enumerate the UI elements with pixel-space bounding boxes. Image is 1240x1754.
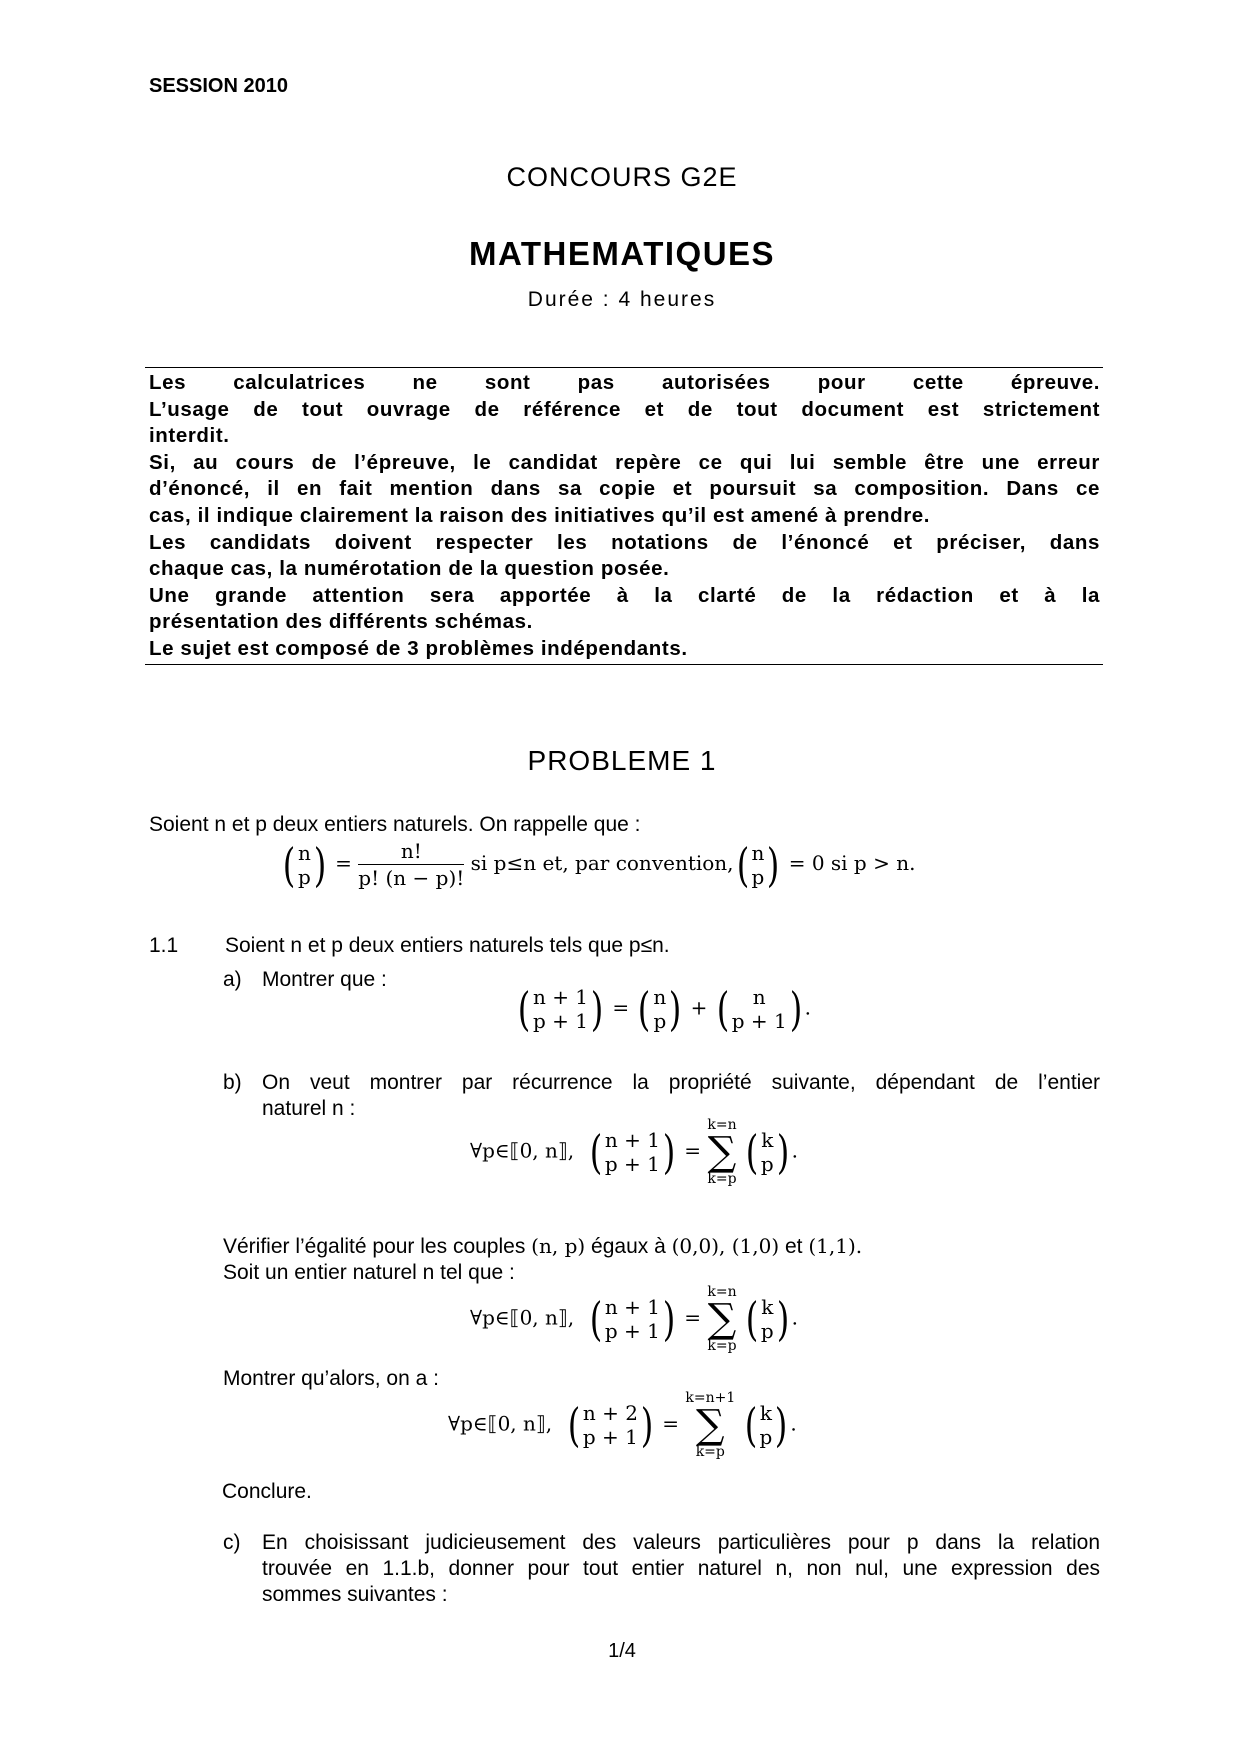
rule-line: interdit. xyxy=(149,424,230,448)
rule-line: Si, au cours de l’épreuve, le candidat repère ce qui lui semble être une erreur xyxy=(149,450,1100,474)
show-then-text: Montrer qu’alors, on a : xyxy=(223,1367,439,1390)
question-number-1-1: 1.1 xyxy=(149,934,179,957)
part-a-label: a) xyxy=(223,968,242,991)
rule-line: d’énoncé, il en fait mention dans sa copie et poursuit sa composition. Dans ce xyxy=(149,477,1100,501)
concours-title: CONCOURS G2E xyxy=(506,162,738,192)
verify-instruction: Vérifier l’égalité pour les couples (n, p) égaux à (0,0), (1,0) et (1,1). xyxy=(223,1234,863,1258)
binomial-n-p: ( n p) xyxy=(282,837,327,892)
binomial-term: ( n + 2 p + 1) xyxy=(567,1398,654,1452)
conclude-text: Conclure. xyxy=(222,1480,312,1503)
summation: k=n+1 ∑ k=p xyxy=(685,1390,736,1460)
page-number: 1/4 xyxy=(608,1640,636,1662)
rules-top-divider xyxy=(145,367,1103,368)
binomial-term: ( n + 1 p + 1) xyxy=(589,1292,676,1346)
hypothesis-intro: Soit un entier naturel n tel que : xyxy=(223,1261,515,1284)
rule-line: L’usage de tout ouvrage de référence et de tout document est strictement xyxy=(149,397,1100,421)
question-1-1-text: Soient n et p deux entiers naturels tels que p≤n. xyxy=(225,934,670,957)
binomial-definition-formula: ( n p) = $\frac{n!}{p! (n - p)!}$ si p≤n et, par convention,( n p) = 0 si p > n. xyxy=(280,838,915,891)
session-label: SESSION 2010 xyxy=(149,75,288,97)
summation: k=n ∑ k=p xyxy=(707,1284,737,1354)
rule-line: Le sujet est composé de 3 problèmes indépendants. xyxy=(149,636,688,660)
summation: k=n ∑ k=p xyxy=(707,1117,737,1187)
factorial-fraction: $\frac{n!}{p! (n - p)!}$ xyxy=(358,839,465,890)
binomial-term: ( k p) xyxy=(745,1125,789,1179)
rule-line: présentation des différents schémas. xyxy=(149,610,533,634)
part-b-label: b) xyxy=(223,1071,242,1094)
recurrence-property-formula: ∀p∈⟦0, n⟧, ( n + 1 p + 1) = k=n ∑ k=p ( k p) . xyxy=(470,1117,799,1187)
binomial-term: ( k p) xyxy=(744,1398,788,1452)
binomial-term: ( n + 1 p + 1) xyxy=(589,1125,676,1179)
binomial-term: ( n + 1 p + 1) xyxy=(517,982,604,1036)
binomial-term: ( n p + 1) xyxy=(716,982,802,1036)
duration-label: Durée : 4 heures xyxy=(527,288,717,311)
exam-rules xyxy=(149,370,1100,663)
rule-line: Les candidats doivent respecter les notations de l’énoncé et préciser, dans xyxy=(149,530,1100,554)
part-c-text-line2: trouvée en 1.1.b, donner pour tout entier naturel n, non nul, une expression des xyxy=(262,1557,1100,1580)
subject-title: MATHEMATIQUES xyxy=(468,235,776,272)
recurrence-conclusion-formula: ∀p∈⟦0, n⟧, ( n + 2 p + 1) = k=n+1 ∑ k=p ( k p) . xyxy=(448,1390,797,1460)
binomial-term: ( n p) xyxy=(638,982,682,1036)
rule-line: chaque cas, la numérotation de la question posée. xyxy=(149,557,670,581)
binomial-n-p-convention: ( n p) xyxy=(736,837,780,892)
recurrence-hypothesis-formula: ∀p∈⟦0, n⟧, ( n + 1 p + 1) = k=n ∑ k=p ( k p) . xyxy=(470,1284,799,1354)
part-b-text-line1: On veut montrer par récurrence la propriété suivante, dépendant de l’entier xyxy=(262,1071,1100,1094)
binomial-term: ( k p) xyxy=(745,1292,789,1346)
part-c-label: c) xyxy=(223,1531,241,1554)
part-b-text-line2: naturel n : xyxy=(262,1097,356,1120)
part-c-text-line3: sommes suivantes : xyxy=(262,1583,448,1606)
rule-line: Les calculatrices ne sont pas autorisées pour cette épreuve. xyxy=(149,371,1100,394)
part-c-text-line1: En choisissant judicieusement des valeurs particulières pour p dans la relation xyxy=(262,1531,1100,1554)
rule-line: cas, il indique clairement la raison des initiatives qu’il est amené à prendre. xyxy=(149,503,931,527)
problem-title: PROBLEME 1 xyxy=(527,745,717,776)
pascal-formula: ( n + 1 p + 1) = ( n p) + ( n p + 1) . xyxy=(515,985,811,1033)
rule-line: Une grande attention sera apportée à la clarté de la rédaction et à la xyxy=(149,583,1100,607)
rules-bottom-divider xyxy=(145,664,1103,665)
part-a-text: Montrer que : xyxy=(262,968,387,991)
problem-intro: Soient n et p deux entiers naturels. On rappelle que : xyxy=(149,813,641,836)
